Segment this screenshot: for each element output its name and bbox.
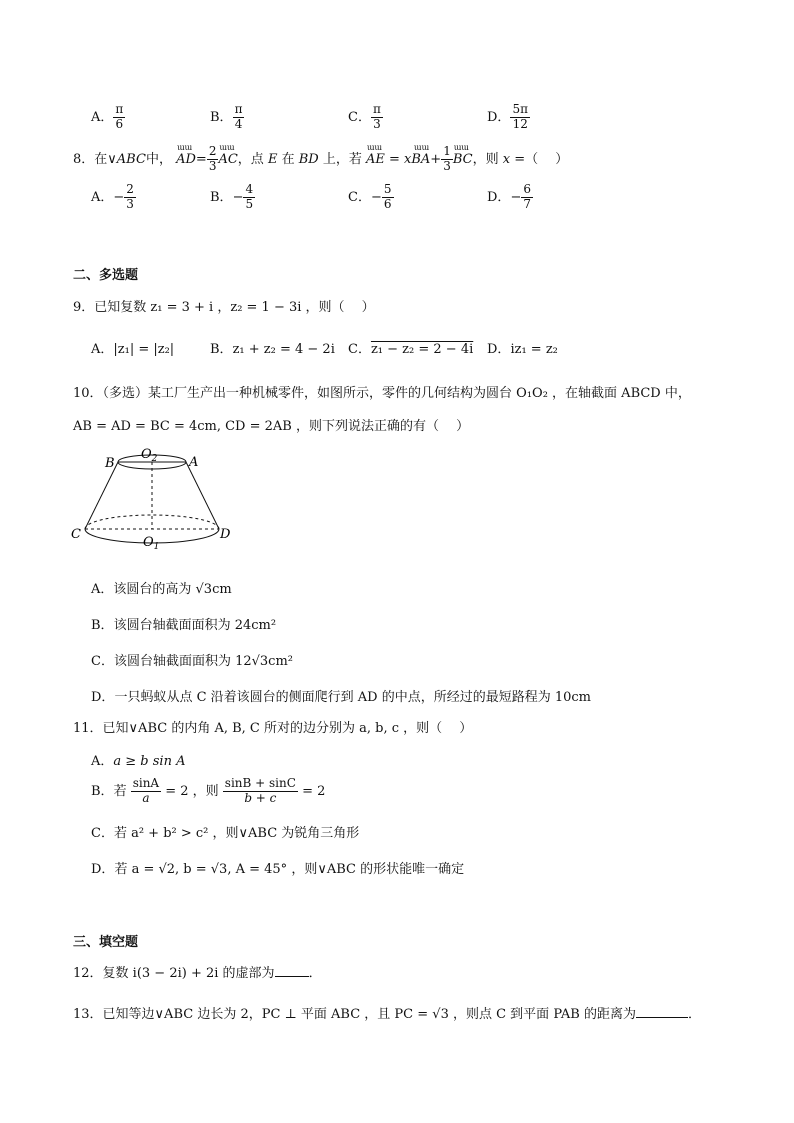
text: + bbox=[430, 151, 442, 167]
text: ． bbox=[308, 966, 322, 981]
option-text: 该圆台的高为 √3cm bbox=[113, 582, 232, 597]
denominator: a bbox=[142, 790, 150, 805]
vector-arrow: ɯɯ bbox=[414, 142, 430, 152]
fraction bbox=[124, 183, 136, 212]
q10-option-b bbox=[91, 614, 276, 633]
vector-arrow: ɯɯ bbox=[177, 142, 193, 152]
option-text: 若 a² + b² > c² ，则∨ABC 为锐角三角形 bbox=[113, 826, 360, 841]
option-label: A． bbox=[91, 189, 114, 205]
q9-option-c bbox=[348, 338, 473, 357]
option-label: B． bbox=[91, 618, 114, 633]
denominator: 3 bbox=[373, 116, 381, 131]
math: AC bbox=[218, 151, 238, 167]
option-label: B． bbox=[210, 342, 233, 357]
sign: − bbox=[113, 189, 125, 205]
right-generatrix bbox=[186, 462, 219, 529]
math: BD bbox=[298, 151, 319, 167]
q7-option-b bbox=[210, 103, 244, 132]
fraction bbox=[382, 183, 394, 212]
vector-ba bbox=[404, 142, 431, 167]
text: = 2 ，则 bbox=[161, 783, 223, 799]
label-a: A bbox=[189, 455, 199, 470]
option-label: D． bbox=[91, 862, 115, 877]
answer-blank[interactable] bbox=[275, 976, 309, 977]
q11-option-c bbox=[91, 822, 359, 841]
q12-stem bbox=[73, 962, 322, 981]
option-label: D． bbox=[487, 342, 511, 357]
math: x bbox=[502, 151, 511, 167]
vector-ac bbox=[218, 142, 238, 167]
numerator: 2 bbox=[208, 144, 217, 158]
option-label: C． bbox=[91, 654, 114, 669]
option-label: C． bbox=[348, 342, 371, 357]
vector-arrow: ɯɯ bbox=[453, 142, 470, 152]
q10-option-a bbox=[91, 578, 232, 597]
denominator: 4 bbox=[234, 116, 243, 131]
denominator: 3 bbox=[126, 196, 134, 211]
section-heading-fill-in: 三、填空题 bbox=[73, 935, 139, 950]
text: ，点 bbox=[237, 151, 268, 167]
fraction bbox=[131, 777, 161, 806]
option-text: z₁ + z₂ = 4 − 2i bbox=[232, 342, 335, 357]
q9-option-a bbox=[91, 338, 174, 357]
math: AE bbox=[365, 151, 385, 167]
fraction bbox=[233, 103, 245, 132]
option-label: C． bbox=[348, 109, 371, 125]
vector-ae bbox=[365, 142, 385, 167]
text: ，则 bbox=[472, 151, 503, 167]
numerator: π bbox=[372, 102, 381, 116]
option-label: A． bbox=[91, 582, 114, 597]
denominator: 12 bbox=[512, 116, 528, 131]
vector-ad bbox=[176, 142, 196, 167]
numerator: 4 bbox=[245, 182, 254, 196]
fraction bbox=[510, 103, 530, 132]
fraction bbox=[441, 145, 453, 174]
denominator: b + c bbox=[244, 790, 277, 805]
q11-stem: 11．已知∨ABC 的内角 A, B, C 所对的边分别为 a, b, c ，则（ ） bbox=[73, 721, 473, 736]
option-label: C． bbox=[91, 826, 114, 841]
sign: − bbox=[232, 189, 244, 205]
option-label: C． bbox=[348, 189, 371, 205]
q8-option-b bbox=[210, 183, 255, 212]
denominator: 6 bbox=[115, 116, 124, 131]
vector-bc bbox=[452, 142, 473, 167]
text: ． bbox=[687, 1007, 701, 1022]
denominator: 3 bbox=[443, 158, 451, 173]
option-text: |z₁| = |z₂| bbox=[113, 342, 175, 357]
q8-option-c bbox=[348, 183, 394, 212]
math: xBA bbox=[404, 151, 431, 167]
fraction bbox=[521, 183, 533, 212]
section-heading-multiple-choice: 二、多选题 bbox=[73, 268, 139, 283]
option-label: A． bbox=[91, 342, 114, 357]
answer-blank[interactable] bbox=[636, 1017, 688, 1018]
vector-arrow: ɯɯ bbox=[366, 142, 383, 152]
text: = bbox=[384, 151, 405, 167]
q10-stem-line2: AB = AD = BC = 4cm, CD = 2AB ，则下列说法正确的有（ ） bbox=[73, 419, 470, 434]
text: =（ ） bbox=[510, 151, 569, 167]
option-text: 该圆台轴截面面积为 12√3cm² bbox=[113, 654, 294, 669]
option-label: A． bbox=[91, 109, 114, 125]
text: = 2 bbox=[297, 783, 326, 799]
denominator: 7 bbox=[523, 196, 531, 211]
q9-option-b bbox=[210, 338, 335, 357]
q11-option-a bbox=[91, 750, 185, 769]
q10-option-d bbox=[91, 686, 591, 705]
fraction bbox=[223, 777, 298, 806]
numerator: π bbox=[115, 102, 124, 116]
numerator: 1 bbox=[443, 144, 451, 158]
q11-option-b bbox=[91, 777, 325, 806]
left-generatrix bbox=[85, 462, 118, 529]
q11-option-d bbox=[91, 858, 464, 877]
math: BC bbox=[452, 151, 473, 167]
q10-stem-line1: 10．（多选）某工厂生产出一种机械零件，如图所示，零件的几何结构为圆台 O₁O₂ ，在轴截面 ABCD 中， bbox=[73, 386, 691, 401]
option-label: B． bbox=[91, 783, 114, 799]
denominator: 5 bbox=[245, 196, 254, 211]
text: = bbox=[195, 151, 207, 167]
text: 12．复数 i(3 − 2i) + 2i 的虚部为 bbox=[73, 966, 275, 981]
q13-stem bbox=[73, 1003, 701, 1022]
option-label: D． bbox=[91, 690, 115, 705]
fraction bbox=[207, 145, 219, 174]
fraction bbox=[243, 183, 255, 212]
math: AD bbox=[176, 151, 196, 167]
q8-option-d bbox=[487, 183, 533, 212]
denominator: 6 bbox=[383, 196, 392, 211]
option-label: A． bbox=[91, 754, 114, 769]
option-text: 若 a = √2, b = √3, A = 45° ，则∨ABC 的形状能唯一确定 bbox=[114, 862, 465, 877]
q9-option-d bbox=[487, 338, 558, 357]
q8-stem bbox=[73, 142, 569, 174]
numerator: 5 bbox=[383, 182, 392, 196]
numerator: 2 bbox=[126, 182, 134, 196]
sign: − bbox=[510, 189, 522, 205]
text: 中， bbox=[145, 151, 172, 167]
frustum-figure bbox=[68, 446, 238, 556]
fraction bbox=[371, 103, 383, 132]
sign: − bbox=[370, 189, 382, 205]
question-number: 8． bbox=[73, 151, 95, 167]
text: 上，若 bbox=[318, 151, 366, 167]
option-label: D． bbox=[487, 189, 511, 205]
numerator: sinB + sinC bbox=[224, 776, 296, 790]
fraction bbox=[113, 103, 125, 132]
label-c: C bbox=[71, 527, 81, 542]
label-d: D bbox=[220, 527, 231, 542]
vector-arrow: ɯɯ bbox=[219, 142, 235, 152]
numerator: 5π bbox=[512, 102, 528, 116]
option-text: iz₁ = z₂ bbox=[510, 342, 558, 357]
option-label: B． bbox=[210, 189, 233, 205]
q8-option-a bbox=[91, 183, 136, 212]
label-b: B bbox=[105, 456, 115, 471]
q10-option-c bbox=[91, 650, 293, 669]
option-label: B． bbox=[210, 109, 233, 125]
text: 若 bbox=[113, 783, 131, 799]
q7-option-d bbox=[487, 103, 530, 132]
option-text: 一只蚂蚁从点 C 沿着该圆台的侧面爬行到 AD 的中点，所经过的最短路程为 10cm bbox=[114, 690, 592, 705]
numerator: sinA bbox=[132, 776, 160, 790]
denominator: 3 bbox=[208, 158, 217, 173]
math: ABC bbox=[116, 151, 146, 167]
math: E bbox=[267, 151, 278, 167]
label-o1: $O_1$ bbox=[143, 535, 160, 552]
option-text: 该圆台轴截面面积为 24cm² bbox=[113, 618, 277, 633]
option-text: z₁ − z₂ = 2 − 4i bbox=[370, 342, 474, 357]
q9-stem: 9．已知复数 z₁ = 3 + i ，z₂ = 1 − 3i ，则（ ） bbox=[73, 300, 375, 315]
numerator: 6 bbox=[523, 182, 531, 196]
text: 13．已知等边∨ABC 边长为 2，PC ⊥ 平面 ABC ，且 PC = √3 ，则点 C 到平面 PAB 的距离为 bbox=[73, 1007, 636, 1022]
label-o2: $O_2$ bbox=[141, 447, 158, 464]
text: 在∨ bbox=[94, 151, 117, 167]
q7-option-c bbox=[348, 103, 383, 132]
q7-option-a bbox=[91, 103, 125, 132]
text: 在 bbox=[277, 151, 299, 167]
numerator: π bbox=[234, 102, 243, 116]
option-label: D． bbox=[487, 109, 511, 125]
option-text: a ≥ b sin A bbox=[113, 754, 186, 769]
